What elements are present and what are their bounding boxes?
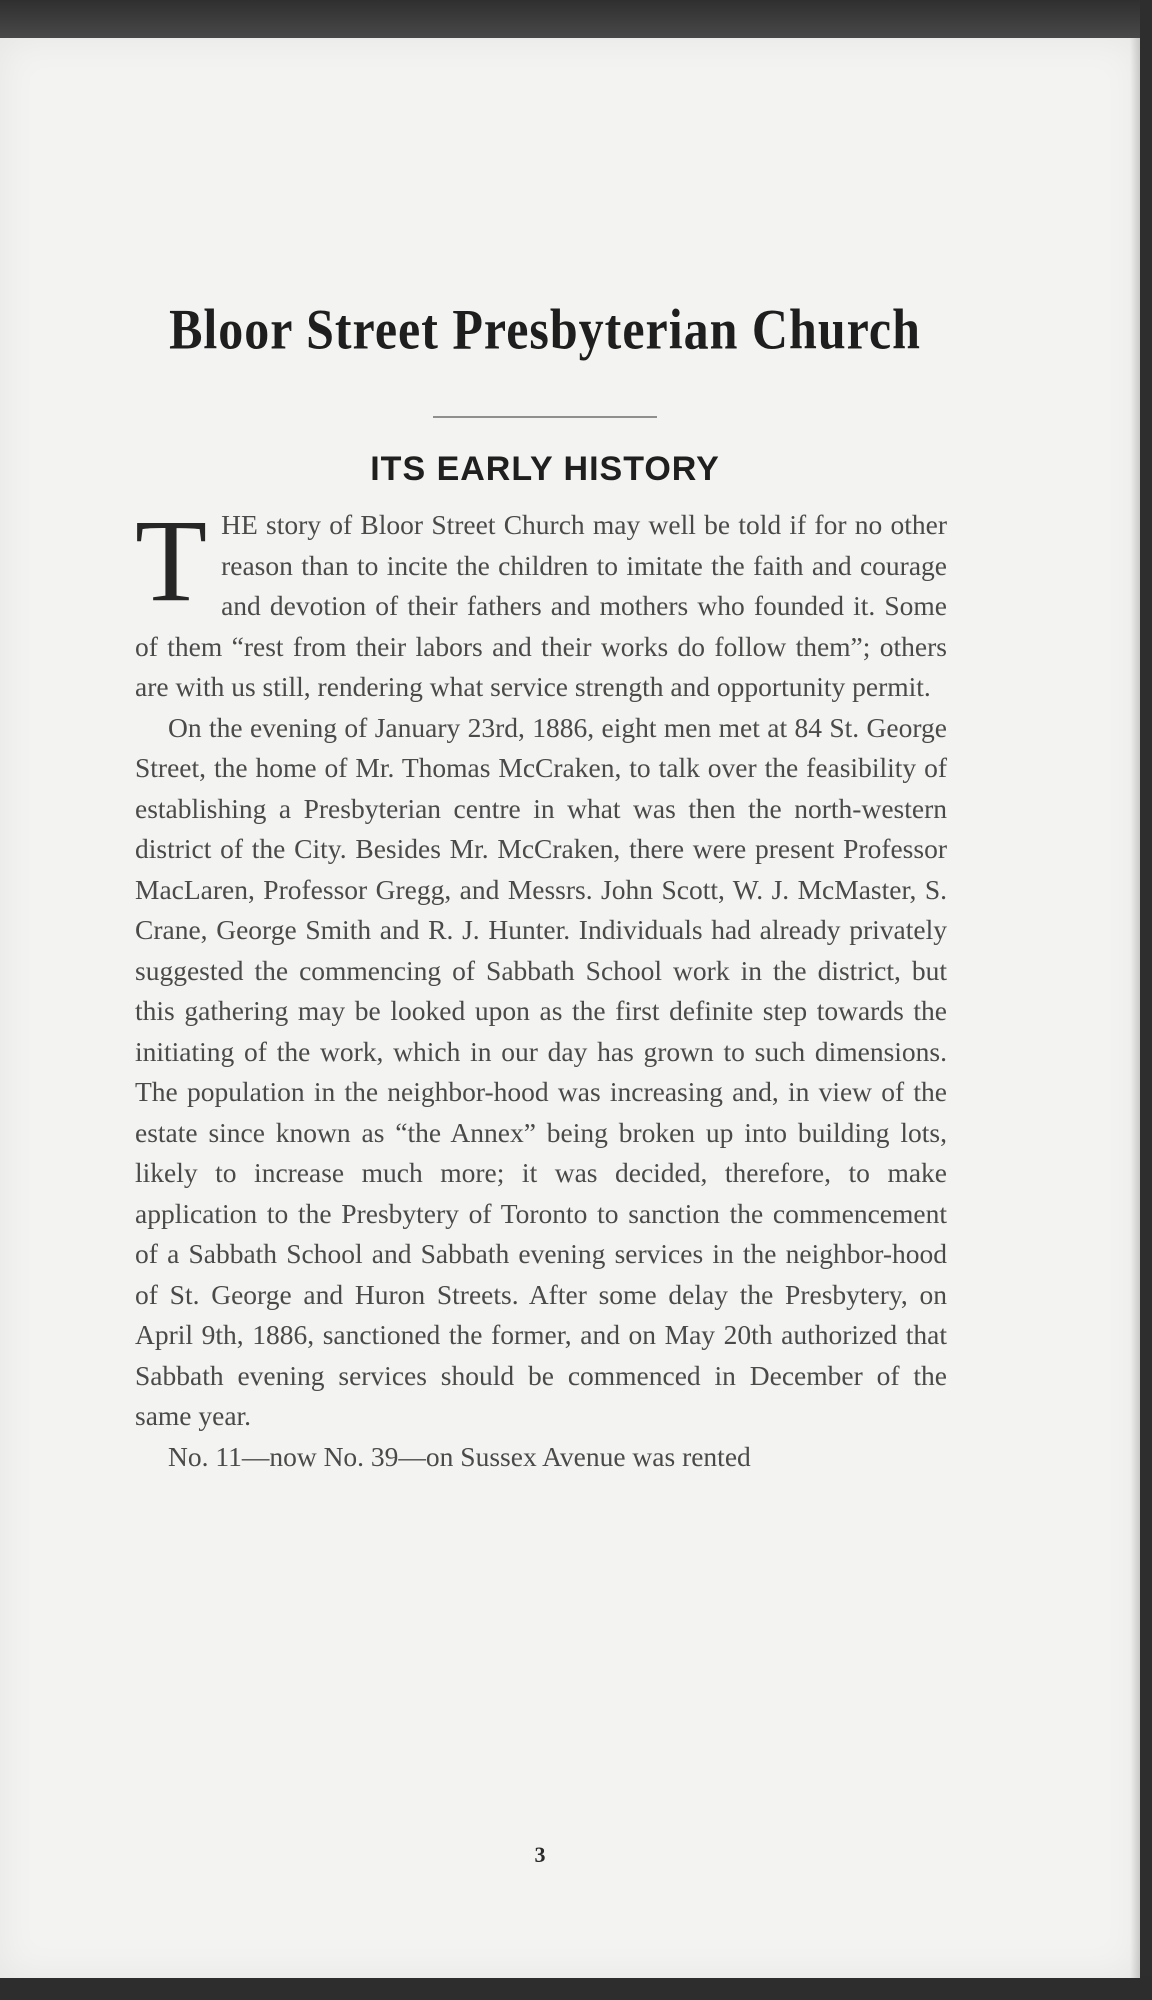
paragraph-2: On the evening of January 23rd, 1886, eight men met at 84 St. George Street, the home of Mr. Thomas McCraken, to talk over the feasibility of establishing a Presbyterian centre in what was then the north-western district of the City. Besides Mr. McCraken, there were present Professor MacLaren, Professor Gregg, and Messrs. John Scott, W. J. McMaster, S. Crane, George Smith and R. J. Hunter. Individuals had already privately suggested the commencing of Sabbath School work in the district, but this gathering may be looked upon as the first definite step towards the initiating of the work, which in our day has grown to such dimensions. The population in the neighbor-hood was increasing and, in view of the estate since known as “the Annex” being broken up into building lots, likely to increase much more; it was decided, therefore, to make application to the Presbytery of Toronto to sanction the commencement of a Sabbath School and Sabbath evening services in the neighbor-hood of St. George and Huron Streets. After some delay the Presbytery, on April 9th, 1886, sanctioned the former, and on May 20th authorized that Sabbath evening services should be commenced in December of the same year. xyxy=(135,711,947,1431)
paragraph-3: No. 11—now No. 39—on Sussex Avenue was rented xyxy=(168,1440,751,1472)
section-heading: ITS EARLY HISTORY xyxy=(370,450,720,488)
drop-cap: T xyxy=(135,495,208,626)
book-page xyxy=(0,38,1140,1978)
page-number: 3 xyxy=(534,1842,546,1867)
body-text xyxy=(135,495,947,1477)
page-title: Bloor Street Presbyterian Church xyxy=(169,296,921,362)
title-divider xyxy=(433,416,657,418)
paragraph-1-text: HE story of Bloor Street Church may well be told if for no other reason than to incite the children to imitate the faith and courage and devotion of their fathers and mothers who founded it. Some of them “rest from their labors and their works do follow them”; others are with us still, rendering what service strength and opportunity permit. xyxy=(135,509,947,702)
scan-border-right xyxy=(1140,0,1152,2000)
scan-border-bottom xyxy=(0,1976,1152,2000)
paragraph-1 xyxy=(135,495,947,708)
scan-border-top xyxy=(0,0,1152,40)
